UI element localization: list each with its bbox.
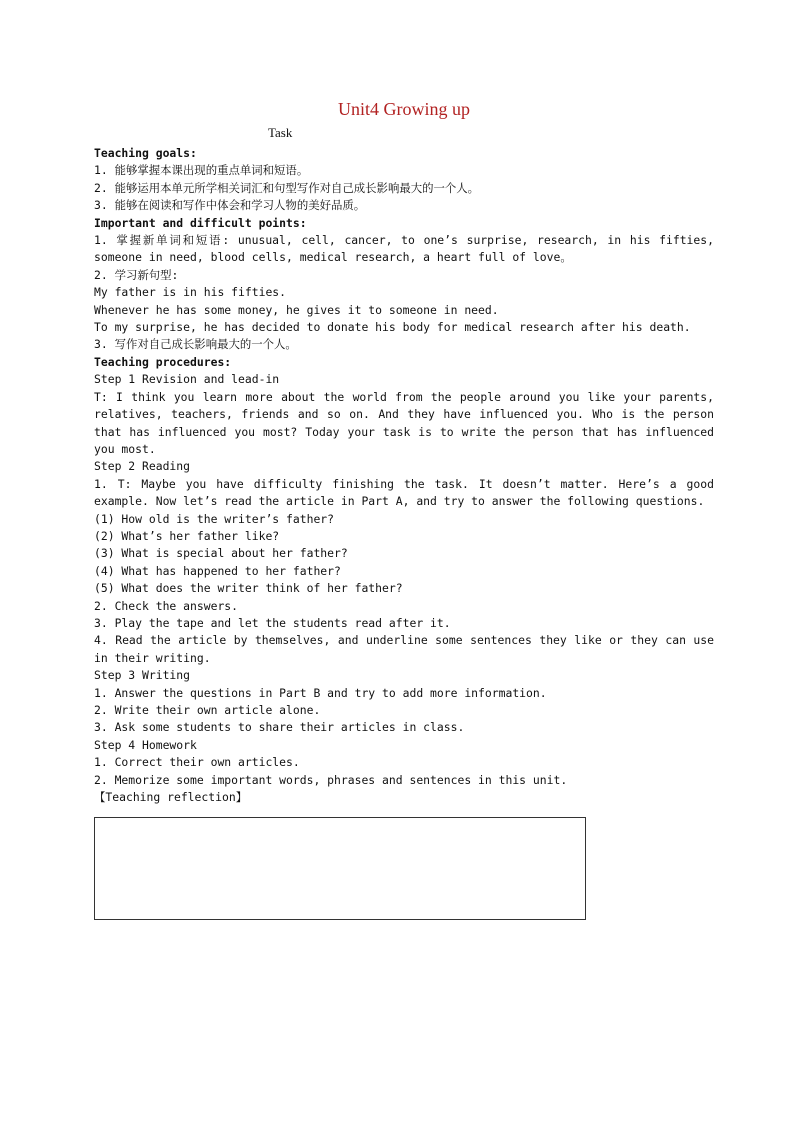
question-item: (3) What is special about her father?	[94, 546, 348, 561]
procedure-step-heading: Step 2 Reading	[94, 459, 191, 474]
procedures-heading: Teaching procedures:	[94, 354, 232, 369]
goal-item: 2. 能够运用本单元所学相关词汇和句型写作对自己成长影响最大的一个人。	[94, 180, 480, 195]
procedure-item: 1. Correct their own articles.	[94, 755, 300, 770]
reflection-heading: 【Teaching reflection】	[94, 790, 248, 805]
document-subtitle: Task	[268, 125, 293, 140]
procedure-item: 2. Write their own article alone.	[94, 703, 321, 717]
question-item: (2) What’s her father like?	[94, 528, 280, 543]
goal-item: 3. 能够在阅读和写作中体会和学习人物的美好品质。	[94, 198, 366, 213]
question-item: (1) How old is the writer’s father?	[94, 511, 335, 526]
point-item: 1. 掌握新单词和短语: unusual, cell, cancer, to one’s surprise, research, in his fifties, someone in need, blood cells, medical research, a heart full of love。	[94, 233, 714, 265]
document-title: Unit4 Growing up	[338, 99, 470, 119]
reflection-box	[94, 817, 586, 920]
question-item: (5) What does the writer think of her father?	[94, 581, 403, 596]
procedure-item: T: I think you learn more about the world from the people around you like your parents, relatives, teachers, friends and so on. And they have influenced you. Who is the person that has influenced you most? Today your task is to write the person that has influenced you most.	[94, 389, 714, 456]
point-item: 2. 学习新句型:	[94, 267, 179, 282]
point-item: 3. 写作对自己成长影响最大的一个人。	[94, 337, 297, 352]
procedure-step-heading: Step 3 Writing	[94, 668, 191, 683]
document-body	[94, 98, 714, 806]
procedure-item: 2. Memorize some important words, phrases and sentences in this unit.	[94, 772, 568, 787]
procedure-item: 4. Read the article by themselves, and underline some sentences they like or they can use in their writing.	[94, 633, 714, 665]
question-item: (4) What has happened to her father?	[94, 563, 341, 578]
point-item: My father is in his fifties.	[94, 285, 287, 300]
procedure-item: 1. Answer the questions in Part B and try to add more information.	[94, 685, 547, 700]
points-list	[94, 232, 714, 354]
procedure-item: 3. Ask some students to share their articles in class.	[94, 720, 465, 735]
point-item: Whenever he has some money, he gives it to someone in need.	[94, 302, 499, 317]
goals-list	[94, 162, 714, 214]
points-heading: Important and difficult points:	[94, 215, 307, 230]
procedure-item: 3. Play the tape and let the students read after it.	[94, 615, 451, 630]
procedure-item: 1. T: Maybe you have difficulty finishing the task. It doesn’t matter. Here’s a good example. Now let’s read the article in Part A, and try to answer the following questions.	[94, 476, 714, 509]
procedure-step-heading: Step 1 Revision and lead-in	[94, 372, 280, 387]
procedure-item: 2. Check the answers.	[94, 598, 239, 613]
procedures-list	[94, 371, 714, 789]
procedure-step-heading: Step 4 Homework	[94, 737, 197, 752]
goals-heading: Teaching goals:	[94, 146, 197, 160]
goal-item: 1. 能够掌握本课出现的重点单词和短语。	[94, 163, 309, 178]
point-item: To my surprise, he has decided to donate his body for medical research after his death.	[94, 320, 691, 335]
